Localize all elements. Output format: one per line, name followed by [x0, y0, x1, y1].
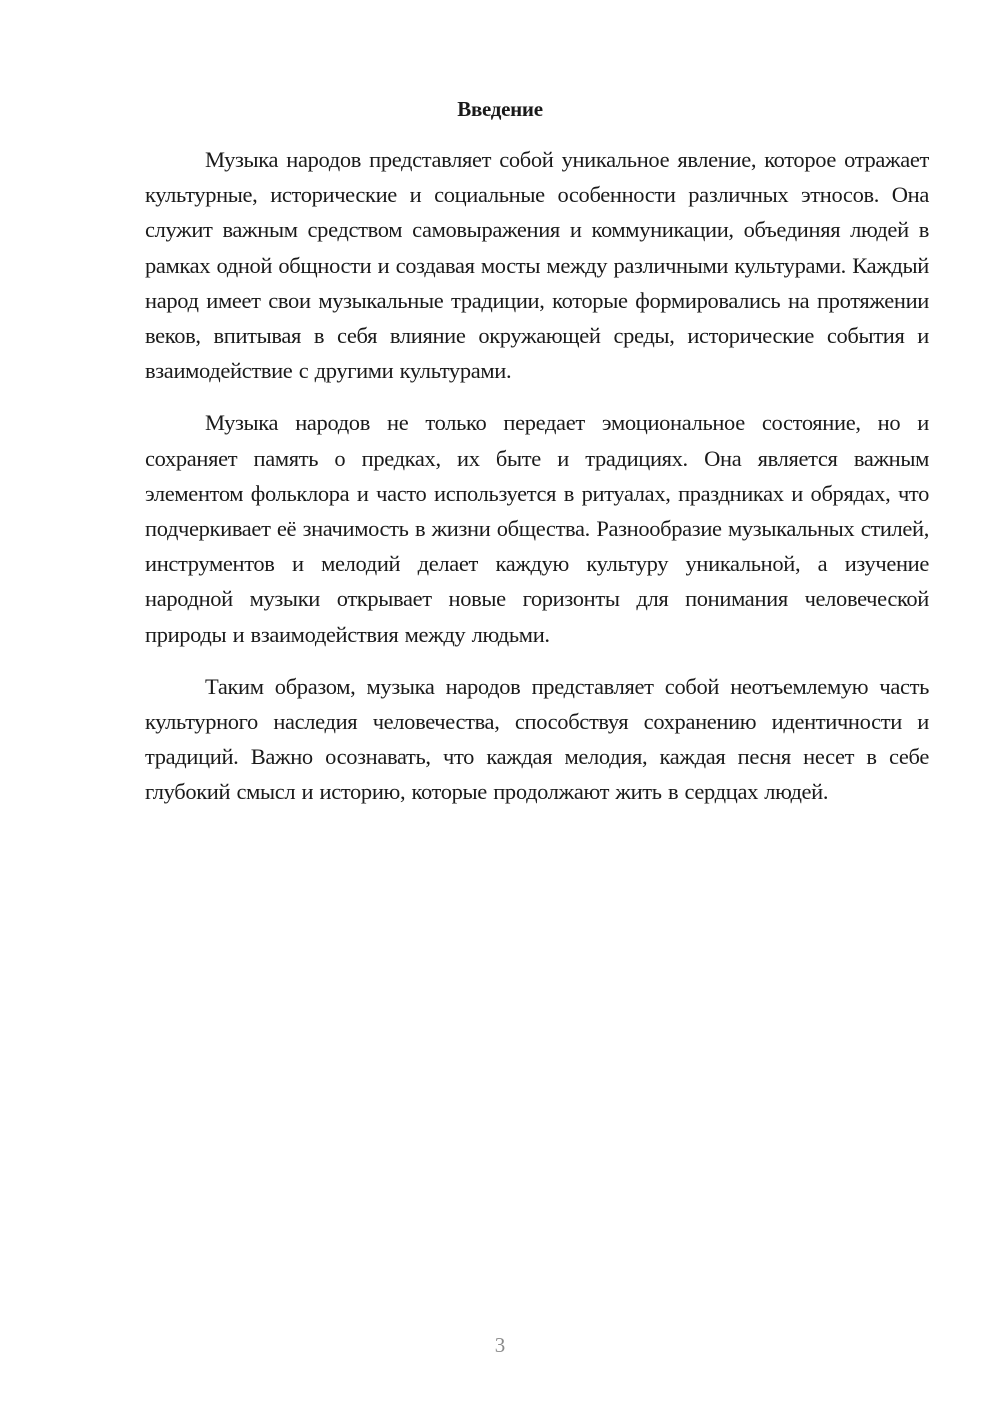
page-number: 3: [494, 1333, 506, 1357]
section-title: Введение: [457, 97, 543, 121]
paragraph-3: Таким образом, музыка народов представляет собой неотъемлемую часть культурного наследия человечества, способствуя сохранению идентичности и традиций. Важно осознавать, что каждая мелодия, каждая песня несет в себе глубокий смысл и историю, которые продолжают жить в сердцах людей.: [145, 673, 929, 805]
paragraph-2: Музыка народов не только передает эмоциональное состояние, но и сохраняет память о предках, их быте и традициях. Она является важным элементом фольклора и часто используется в ритуалах, праздниках и обрядах, что подчеркивает её значимость в жизни общества. Разнообразие музыкальных стилей, инструментов и мелодий делает каждую культуру уникальной, а изучение народной музыки открывает новые горизонты для понимания человеческой природы и взаимодействия между людьми.: [145, 410, 929, 647]
document-body: [145, 142, 929, 827]
paragraph-1: Музыка народов представляет собой уникальное явление, которое отражает культурные, исторические и социальные особенности различных этносов. Она служит важным средством самовыражения и коммуникации, объединяя людей в рамках одной общности и создавая мосты между различными культурами. Каждый народ имеет свои музыкальные традиции, которые формировались на протяжении веков, впитывая в себя влияние окружающей среды, исторические события и взаимодействие с другими культурами.: [145, 147, 929, 384]
